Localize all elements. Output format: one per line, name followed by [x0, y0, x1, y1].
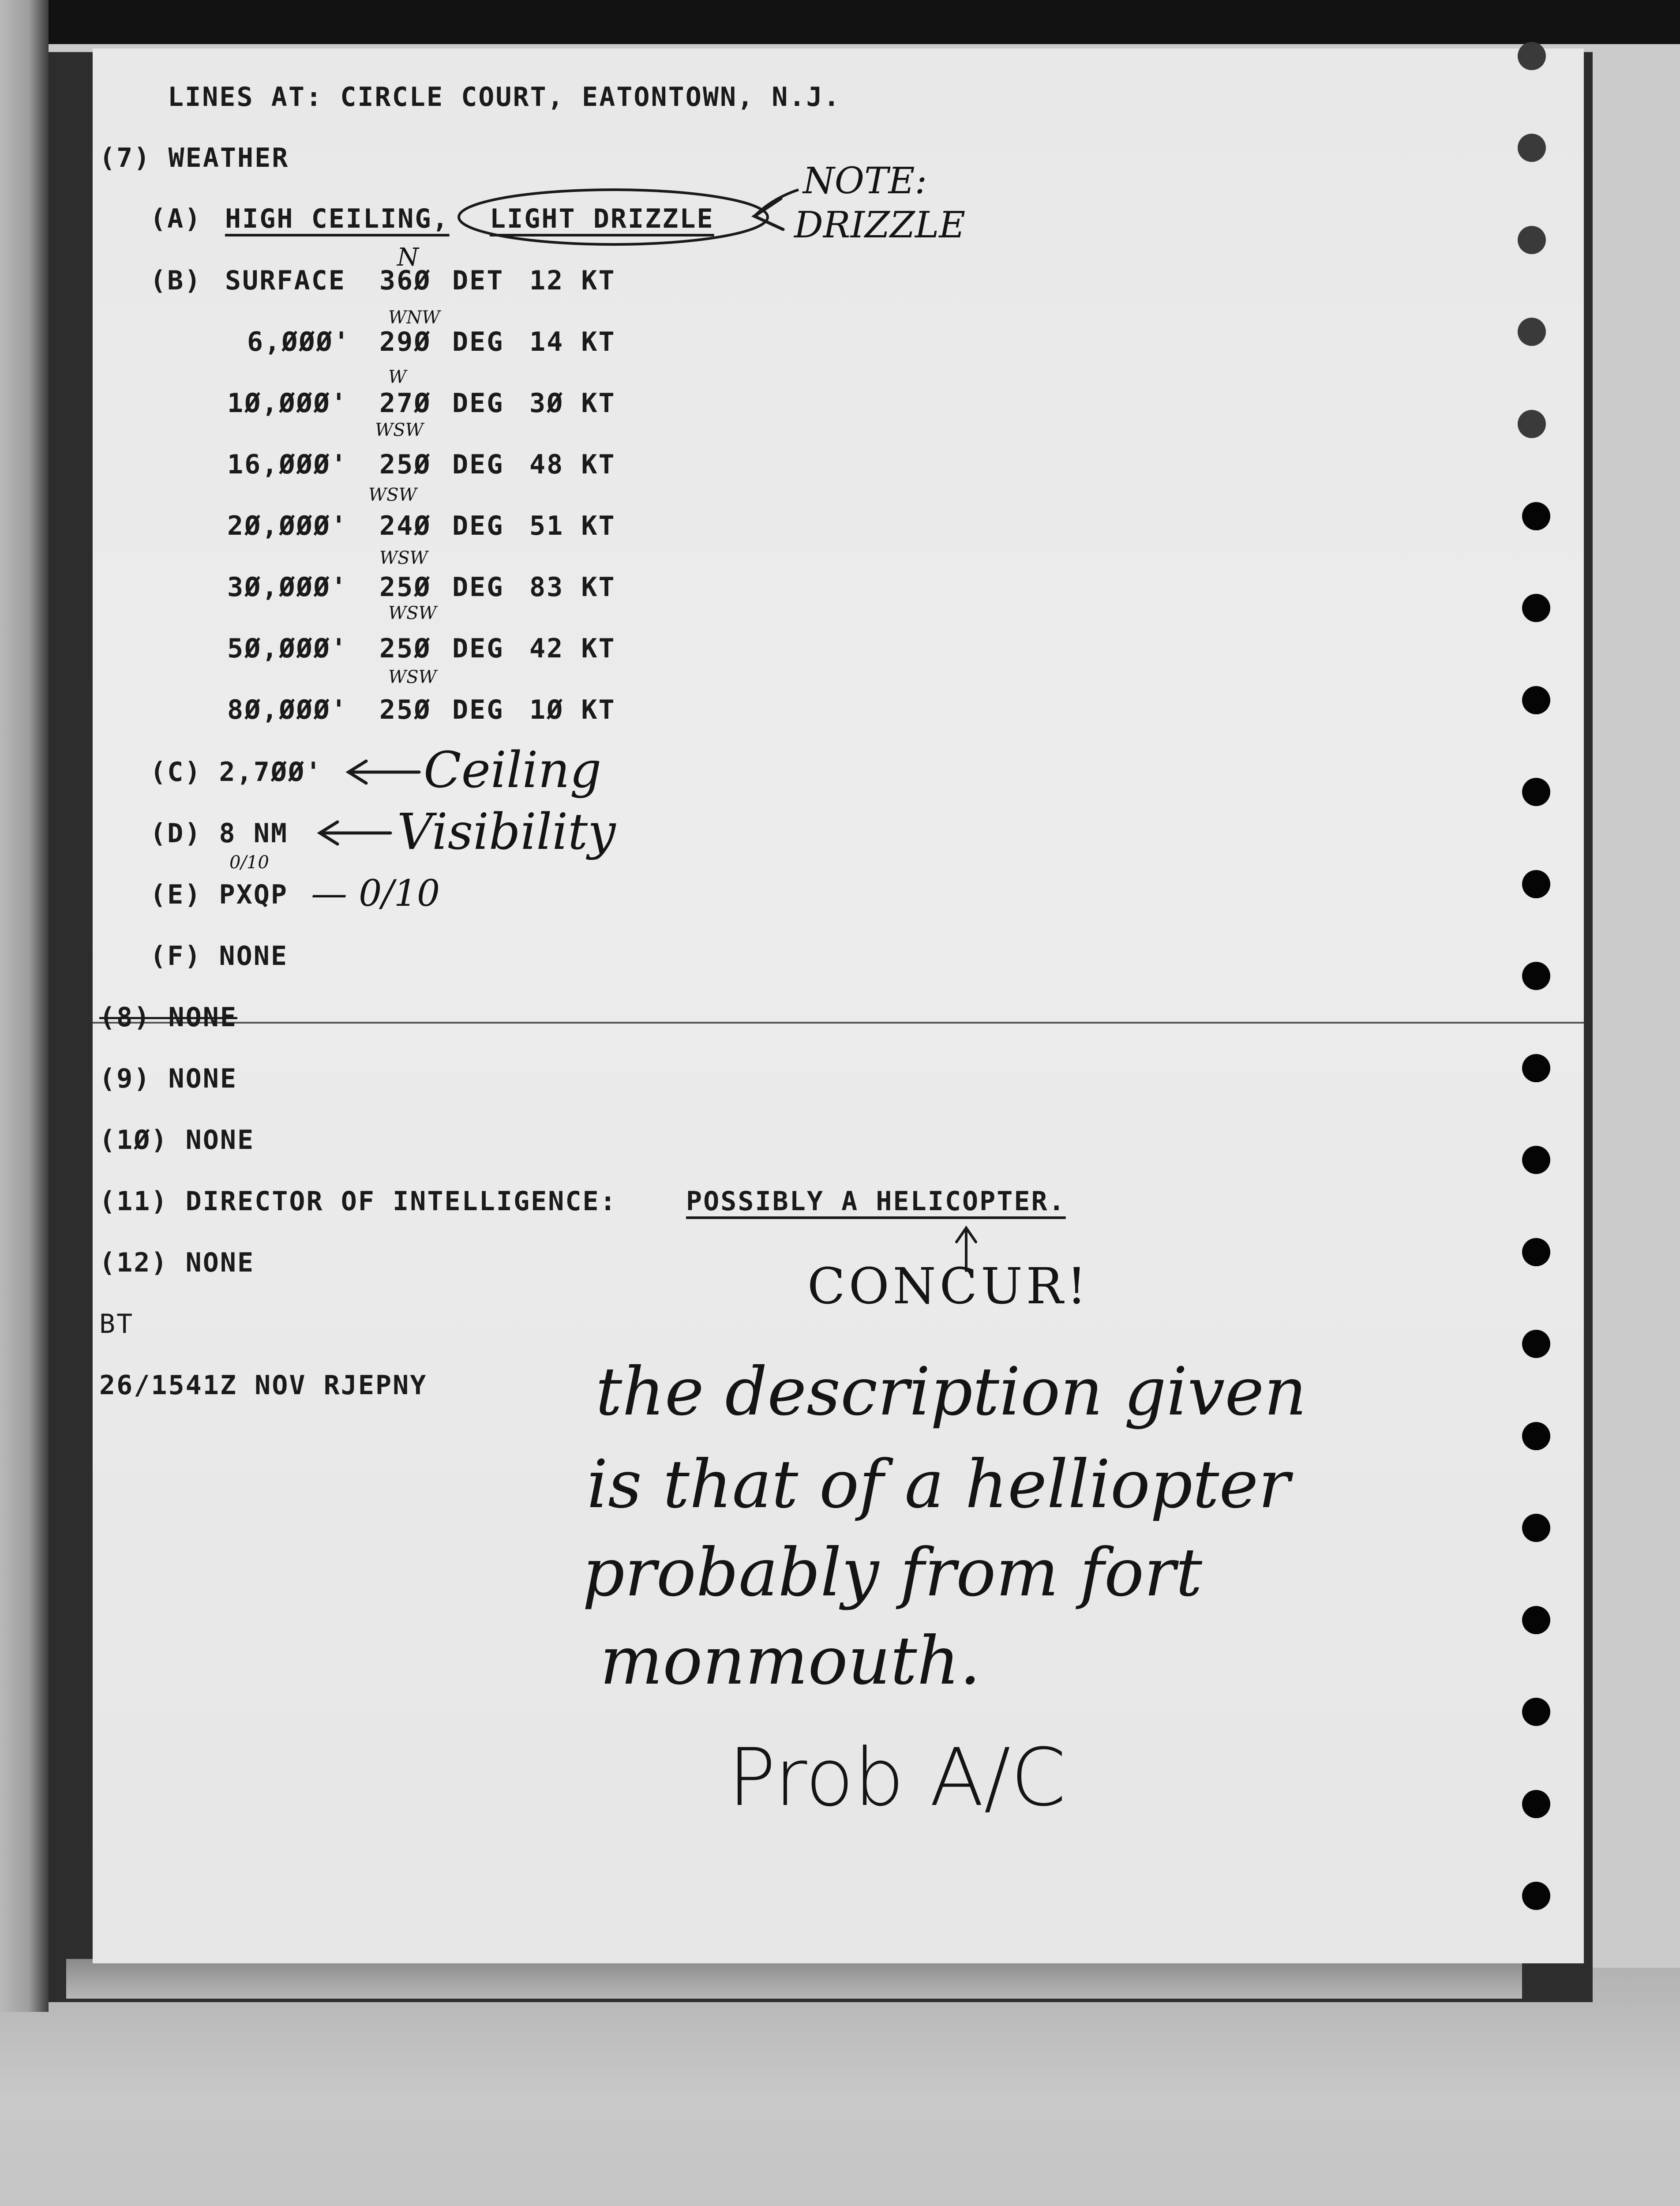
wind-speed: 14 KT: [529, 326, 616, 357]
wind-direction: 27Ø: [379, 388, 431, 419]
sprocket-hole: [1522, 1514, 1550, 1542]
handwritten-direction: W: [388, 367, 407, 387]
weather-a-ceiling: HIGH CEILING,: [225, 203, 450, 234]
handwritten-ceiling: Ceiling: [424, 742, 602, 799]
wind-speed: 83 KT: [529, 572, 616, 603]
weather-d-visibility: (D) 8 NM: [150, 818, 288, 849]
weather-b-label: (B): [150, 265, 202, 296]
wind-altitude: SURFACE: [225, 265, 346, 296]
left-edge-shadow: [0, 0, 49, 2012]
handwritten-direction: WSW: [375, 420, 424, 440]
wind-altitude: 8Ø,ØØØ': [227, 694, 348, 725]
handwritten-prob-ac: Prob A/C: [728, 1732, 1066, 1824]
wind-altitude: 1Ø,ØØØ': [227, 388, 348, 419]
sprocket-hole: [1522, 1330, 1550, 1358]
wind-speed: 48 KT: [529, 449, 616, 480]
perforation-fold-line: [93, 1022, 1584, 1024]
item-11-label: (11) DIRECTOR OF INTELLIGENCE:: [99, 1186, 617, 1217]
wind-direction: 36Ø: [379, 265, 431, 296]
handwritten-direction: N: [397, 243, 419, 272]
handwritten-drizzle: DRIZZLE: [794, 204, 966, 246]
dark-top-border: [0, 0, 1680, 44]
handwritten-comment-line: probably from fort: [582, 1534, 1203, 1611]
bt-marker: BT: [99, 1309, 134, 1339]
wind-speed: 3Ø KT: [529, 388, 616, 419]
sprocket-hole: [1522, 502, 1550, 530]
sprocket-hole: [1518, 226, 1546, 254]
ceiling-arrow: [344, 759, 424, 785]
wind-unit: DET: [452, 265, 504, 296]
table-background: [0, 1968, 1680, 2206]
handwritten-direction: WSW: [379, 548, 428, 568]
wind-unit: DEG: [452, 388, 504, 419]
visibility-arrow: [315, 820, 395, 846]
page-bottom-shadow: [66, 1959, 1522, 1999]
wind-unit: DEG: [452, 326, 504, 357]
sprocket-hole: [1522, 686, 1550, 714]
weather-e-pxqp: (E) PXQP: [150, 879, 288, 910]
sprocket-hole: [1522, 1238, 1550, 1266]
item-12: (12) NONE: [99, 1247, 255, 1278]
wind-direction: 24Ø: [379, 510, 431, 541]
sprocket-hole: [1522, 1882, 1550, 1910]
weather-a-label: (A): [150, 203, 202, 234]
wind-direction: 25Ø: [379, 694, 431, 725]
wind-altitude: 2Ø,ØØØ': [227, 510, 348, 541]
sprocket-hole: [1518, 318, 1546, 346]
sprocket-hole: [1522, 594, 1550, 622]
sprocket-hole: [1522, 1146, 1550, 1174]
handwritten-comment-line: is that of a helliopter: [587, 1446, 1290, 1523]
sprocket-hole: [1522, 1698, 1550, 1726]
wind-unit: DEG: [452, 572, 504, 603]
weather-c-ceiling: (C) 2,7ØØ': [150, 757, 323, 788]
handwritten-comment-line: the description given: [596, 1354, 1307, 1430]
drizzle-circle-annotation: [454, 181, 807, 260]
wind-speed: 12 KT: [529, 265, 616, 296]
wind-direction: 25Ø: [379, 449, 431, 480]
sprocket-hole: [1522, 1790, 1550, 1818]
wind-unit: DEG: [452, 449, 504, 480]
item-11-value: POSSIBLY A HELICOPTER.: [686, 1186, 1066, 1217]
wind-altitude: 6,ØØØ': [247, 326, 351, 357]
item-9: (9) NONE: [99, 1063, 237, 1094]
handwritten-direction: WSW: [388, 667, 437, 687]
date-time-group: 26/1541Z NOV RJEPNY: [99, 1370, 428, 1401]
sprocket-hole: [1518, 134, 1546, 162]
handwritten-direction: WSW: [368, 485, 417, 505]
handwritten-concur: CONCUR!: [807, 1258, 1090, 1315]
handwritten-pxqp-value: — 0/10: [311, 873, 440, 915]
wind-unit: DEG: [452, 633, 504, 664]
weather-a-drizzle: LIGHT DRIZZLE: [490, 203, 714, 234]
handwritten-direction: WNW: [388, 308, 440, 328]
item-8: (8) NONE: [99, 1002, 237, 1033]
sprocket-hole: [1522, 1606, 1550, 1634]
wind-unit: DEG: [452, 694, 504, 725]
weather-heading: (7) WEATHER: [99, 143, 289, 173]
handwritten-comment-line: monmouth.: [600, 1623, 981, 1700]
handwritten-visibility: Visibility: [397, 803, 616, 861]
wind-altitude: 16,ØØØ': [227, 449, 348, 480]
weather-f: (F) NONE: [150, 941, 288, 972]
handwritten-direction: WSW: [388, 603, 437, 623]
fingerprint-smudge: [18, 2180, 203, 2206]
wind-speed: 1Ø KT: [529, 694, 616, 725]
sprocket-hole: [1522, 778, 1550, 806]
sprocket-hole: [1518, 410, 1546, 438]
sprocket-hole: [1522, 962, 1550, 990]
sprocket-hole: [1518, 42, 1546, 70]
wind-direction: 25Ø: [379, 633, 431, 664]
sprocket-hole: [1522, 1422, 1550, 1450]
wind-speed: 42 KT: [529, 633, 616, 664]
handwritten-note: NOTE:: [803, 160, 927, 202]
wind-unit: DEG: [452, 510, 504, 541]
sprocket-hole: [1522, 870, 1550, 898]
wind-altitude: 5Ø,ØØØ': [227, 633, 348, 664]
item-10: (1Ø) NONE: [99, 1125, 255, 1156]
header-location: LINES AT: CIRCLE COURT, EATONTOWN, N.J.: [168, 82, 841, 113]
wind-direction: 25Ø: [379, 572, 431, 603]
wind-direction: 29Ø: [379, 326, 431, 357]
sprocket-hole: [1522, 1054, 1550, 1082]
wind-speed: 51 KT: [529, 510, 616, 541]
wind-altitude: 3Ø,ØØØ': [227, 572, 348, 603]
handwritten-pxqp-note: 0/10: [229, 852, 269, 873]
